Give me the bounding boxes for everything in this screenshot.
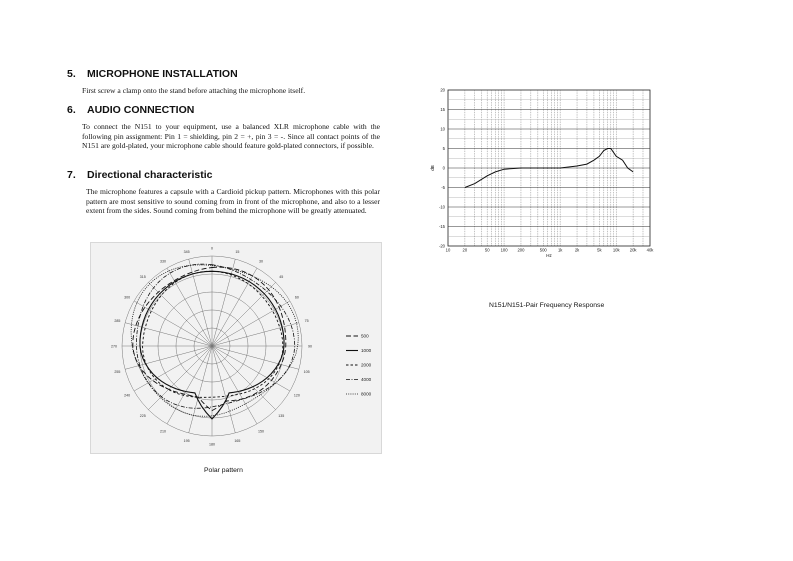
y-tick-label: 20 — [440, 87, 445, 93]
polar-angle-label: 330 — [160, 259, 166, 264]
y-axis-label: dB — [430, 165, 435, 171]
polar-angle-label: 150 — [258, 429, 264, 434]
legend-label: 4000 — [361, 377, 372, 383]
polar-angle-label: 195 — [183, 439, 190, 444]
polar-angle-label: 45 — [279, 275, 284, 280]
polar-angle-label: 165 — [234, 439, 241, 444]
y-tick-label: 10 — [440, 126, 445, 132]
polar-angle-label: 225 — [139, 413, 146, 418]
frequency-chart-title: N151/N151-Pair Frequency Response — [489, 302, 605, 309]
section-number: 7. — [67, 169, 76, 181]
x-tick-label: 20k — [629, 247, 637, 253]
y-tick-label: -15 — [438, 224, 445, 229]
polar-angle-label: 300 — [124, 295, 131, 300]
x-tick-label: 100 — [500, 247, 508, 253]
legend-label: 500 — [361, 333, 369, 339]
polar-angle-label: 315 — [139, 275, 146, 280]
x-tick-label: 5k — [597, 247, 602, 253]
x-tick-label: 1k — [557, 247, 563, 253]
polar-angle-label: 15 — [235, 249, 240, 254]
section-heading-microphone-installation — [67, 68, 238, 80]
x-tick-label: 2k — [574, 247, 580, 253]
x-tick-label: 10k — [612, 247, 620, 253]
polar-angle-label: 0 — [211, 246, 213, 251]
x-tick-label: 500 — [539, 247, 547, 253]
section-title: AUDIO CONNECTION — [87, 104, 195, 116]
polar-angle-label: 270 — [111, 344, 117, 349]
polar-angle-label: 90 — [308, 344, 312, 349]
polar-angle-label: 75 — [304, 319, 309, 324]
directional-paragraph: The microphone features a capsule with a Cardioid pickup pattern. Microphones with this polar pattern are most sensitive to sound coming from in front of the microphone, and also to a lesser extent from the sides. Sound coming from behind the microphone will be greatly attenuated. — [86, 187, 380, 216]
y-tick-label: 0 — [442, 165, 445, 171]
polar-angle-label: 345 — [183, 249, 190, 254]
section-title: MICROPHONE INSTALLATION — [87, 68, 238, 80]
polar-angle-label: 120 — [293, 393, 300, 398]
section-number: 6. — [67, 104, 76, 116]
x-tick-label: 20 — [462, 247, 468, 253]
x-tick-label: 200 — [517, 247, 525, 253]
x-tick-label: 40k — [646, 247, 654, 253]
polar-angle-label: 30 — [259, 259, 263, 264]
section-title: Directional characteristic — [87, 169, 213, 181]
polar-angle-label: 210 — [160, 429, 166, 434]
x-axis-label: Hz — [546, 253, 552, 258]
polar-angle-label: 240 — [124, 393, 131, 398]
y-tick-label: 15 — [440, 107, 445, 112]
legend-label: 1000 — [361, 348, 372, 354]
polar-angle-label: 255 — [114, 369, 121, 374]
polar-angle-label: 135 — [278, 413, 285, 418]
x-tick-label: 10 — [445, 247, 451, 253]
polar-grid — [122, 256, 302, 436]
x-tick-label: 50 — [484, 247, 490, 253]
y-tick-label: 5 — [442, 146, 445, 151]
frequency-response-chart — [424, 84, 660, 266]
legend-label: 8000 — [361, 391, 372, 397]
audio-connection-paragraph: To connect the N151 to your equipment, use a balanced XLR microphone cable with the following pin assignment: Pin 1 = shielding, pin 2 = +, pin 3 = -. Since all contact points of the N151 are gold-plated, your microphone cable should feature gold-plated connectors, if possible. — [82, 122, 380, 151]
section-number: 5. — [67, 68, 76, 80]
polar-angle-label: 105 — [303, 369, 310, 374]
polar-angle-label: 60 — [294, 295, 299, 300]
y-tick-label: -5 — [441, 185, 445, 190]
polar-angle-label: 285 — [114, 319, 121, 324]
legend-label: 2000 — [361, 362, 372, 368]
polar-caption: Polar pattern — [204, 467, 243, 474]
section-heading-directional-characteristic — [67, 169, 212, 181]
installation-paragraph: First screw a clamp onto the stand before attaching the microphone itself. — [82, 86, 306, 95]
polar-pattern-figure — [90, 242, 382, 454]
y-tick-label: -20 — [438, 243, 445, 249]
y-tick-label: -10 — [438, 204, 445, 210]
section-heading-audio-connection — [67, 104, 194, 116]
polar-angle-label: 180 — [209, 442, 215, 447]
polar-figure-background — [91, 243, 382, 454]
